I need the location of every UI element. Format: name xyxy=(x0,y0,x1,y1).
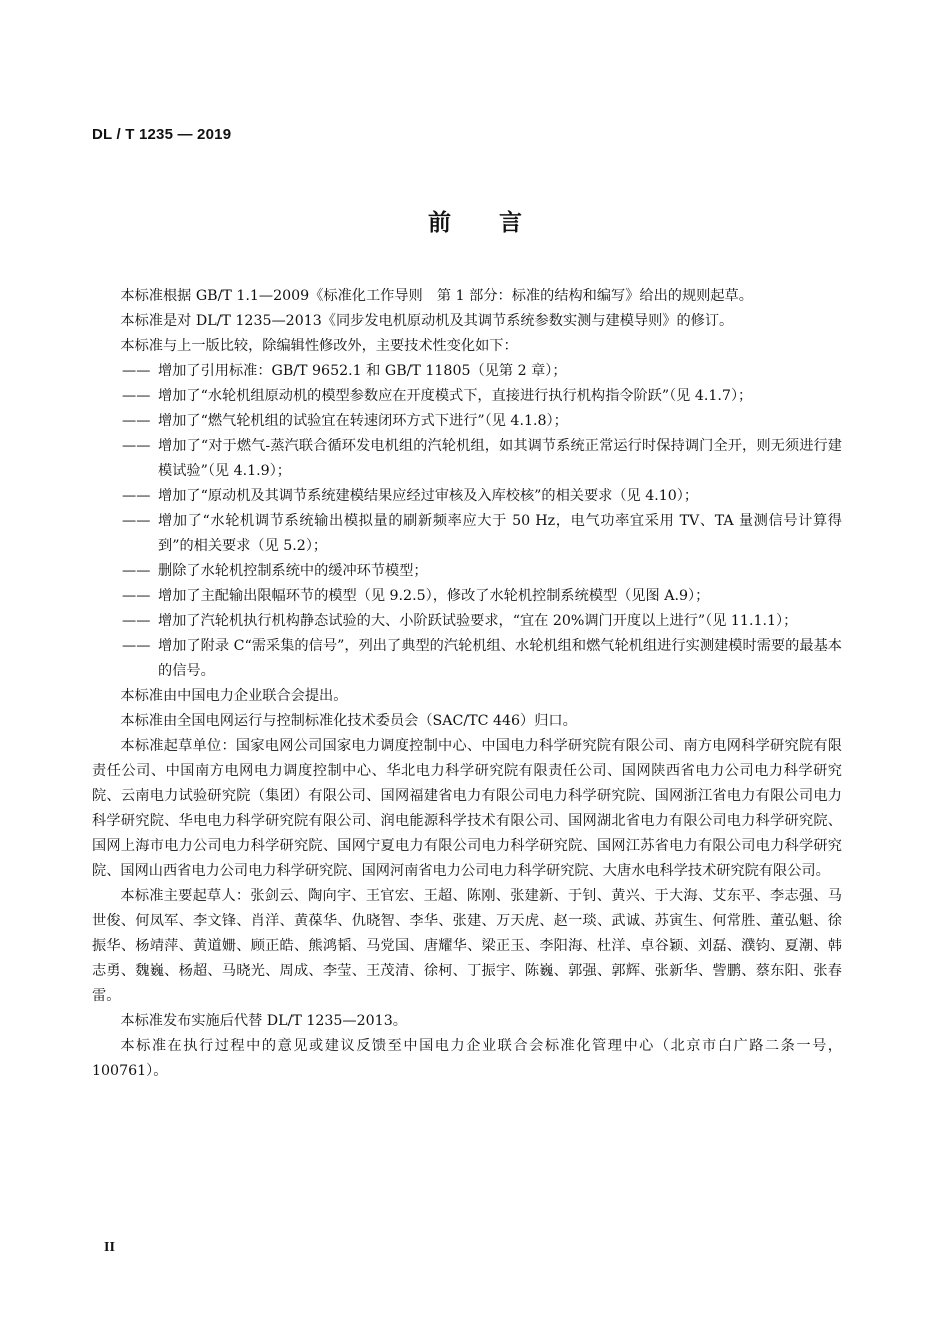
change-item xyxy=(92,359,842,384)
feedback-paragraph: 本标准在执行过程中的意见或建议反馈至中国电力企业联合会标准化管理中心（北京市白广路二条一号，100761）。 xyxy=(92,1038,842,1079)
change-item xyxy=(92,384,842,409)
change-text: 增加了“水轮机组原动机的模型参数应在开度模式下，直接进行执行机构指令阶跃”（见 4.1.7）； xyxy=(158,388,753,404)
change-text: 增加了“原动机及其调节系统建模结果应经过审核及入库校核”的相关要求（见 4.10）； xyxy=(158,488,699,504)
change-text: 增加了“燃气轮机组的试验宜在转速闭环方式下进行”（见 4.1.8）； xyxy=(158,413,568,429)
change-item xyxy=(92,509,842,559)
proposer-paragraph: 本标准由中国电力企业联合会提出。 xyxy=(120,688,348,704)
intro-paragraph: 本标准根据 GB/T 1.1—2009《标准化工作导则 第 1 部分：标准的结构和编写》给出的规则起草。 xyxy=(120,288,753,304)
change-item xyxy=(92,484,842,509)
dash-marker: —— xyxy=(122,438,151,454)
change-text: 删除了水轮机控制系统中的缓冲环节模型； xyxy=(158,563,428,579)
changes-list xyxy=(92,359,842,684)
dash-marker: —— xyxy=(122,563,151,579)
intro-paragraph: 本标准与上一版比较，除编辑性修改外，主要技术性变化如下： xyxy=(120,338,518,354)
page-title: 前言 xyxy=(428,210,570,236)
change-text: 增加了“水轮机调节系统输出模拟量的刷新频率应大于 50 Hz，电气功率宜采用 TV、TA 量测信号计算得到”的相关要求（见 5.2）； xyxy=(158,513,842,554)
change-item xyxy=(92,409,842,434)
drafting-units-paragraph: 本标准起草单位：国家电网公司国家电力调度控制中心、中国电力科学研究院有限公司、南方电网科学研究院有限责任公司、中国南方电网电力调度控制中心、华北电力科学研究院有限责任公司、国网陕西省电力公司电力科学研究院、云南电力试验研究院（集团）有限公司、国网福建省电力有限公司电力科学研究院、国网浙江省电力有限公司电力科学研究院、华电电力科学研究院有限公司、润电能源科学技术有限公司、国网湖北省电力有限公司电力科学研究院、国网上海市电力公司电力科学研究院、国网宁夏电力有限公司电力科学研究院、国网江苏省电力有限公司电力科学研究院、国网山西省电力公司电力科学研究院、国网河南省电力公司电力科学研究院、大唐水电科学技术研究院有限公司。 xyxy=(92,738,842,879)
dash-marker: —— xyxy=(122,513,151,529)
committee-paragraph: 本标准由全国电网运行与控制标准化技术委员会（SAC/TC 446）归口。 xyxy=(120,713,577,729)
change-text: 增加了汽轮机执行机构静态试验的大、小阶跃试验要求，“宜在 20%调门开度以上进行”（见 11.1.1）； xyxy=(158,613,798,629)
dash-marker: —— xyxy=(122,488,151,504)
change-text: 增加了引用标准：GB/T 9652.1 和 GB/T 11805（见第 2 章）； xyxy=(158,363,567,379)
dash-marker: —— xyxy=(122,638,151,654)
drafters-paragraph: 本标准主要起草人：张剑云、陶向宇、王官宏、王超、陈刚、张建新、于钊、黄兴、于大海、艾东平、李志强、马世俊、何凤军、李文锋、肖洋、黄葆华、仇晓智、李华、张建、万天虎、赵一琰、武诚、苏寅生、何常胜、董弘魁、徐振华、杨靖萍、黄道姗、顾正皓、熊鸿韬、马党国、唐耀华、梁正玉、李阳海、杜洋、卓谷颖、刘磊、濮钧、夏潮、韩志勇、魏巍、杨超、马晓光、周成、李莹、王茂清、徐柯、丁振宇、陈巍、郭强、郭辉、张新华、訾鹏、蔡东阳、张春雷。 xyxy=(92,888,842,1004)
change-text: 增加了“对于燃气-蒸汽联合循环发电机组的汽轮机组，如其调节系统正常运行时保持调门全开，则无须进行建模试验”（见 4.1.9）； xyxy=(158,438,842,479)
page-number: II xyxy=(104,1240,115,1255)
change-item xyxy=(92,584,842,609)
standard-number: DL / T 1235 — 2019 xyxy=(92,126,232,143)
dash-marker: —— xyxy=(122,588,151,604)
change-text: 增加了附录 C“需采集的信号”，列出了典型的汽轮机组、水轮机组和燃气轮机组进行实测建模时需要的最基本的信号。 xyxy=(158,638,842,679)
dash-marker: —— xyxy=(122,363,151,379)
intro-paragraph: 本标准是对 DL/T 1235—2013《同步发电机原动机及其调节系统参数实测与建模导则》的修订。 xyxy=(120,313,734,329)
replacement-paragraph: 本标准发布实施后代替 DL/T 1235—2013。 xyxy=(120,1013,407,1029)
change-item xyxy=(92,434,842,484)
change-item xyxy=(92,634,842,684)
change-item xyxy=(92,609,842,634)
change-text: 增加了主配输出限幅环节的模型（见 9.2.5），修改了水轮机控制系统模型（见图 A.9）； xyxy=(158,588,710,604)
change-item xyxy=(92,559,842,584)
foreword-body xyxy=(92,284,842,1084)
dash-marker: —— xyxy=(122,413,151,429)
dash-marker: —— xyxy=(122,388,151,404)
dash-marker: —— xyxy=(122,613,151,629)
